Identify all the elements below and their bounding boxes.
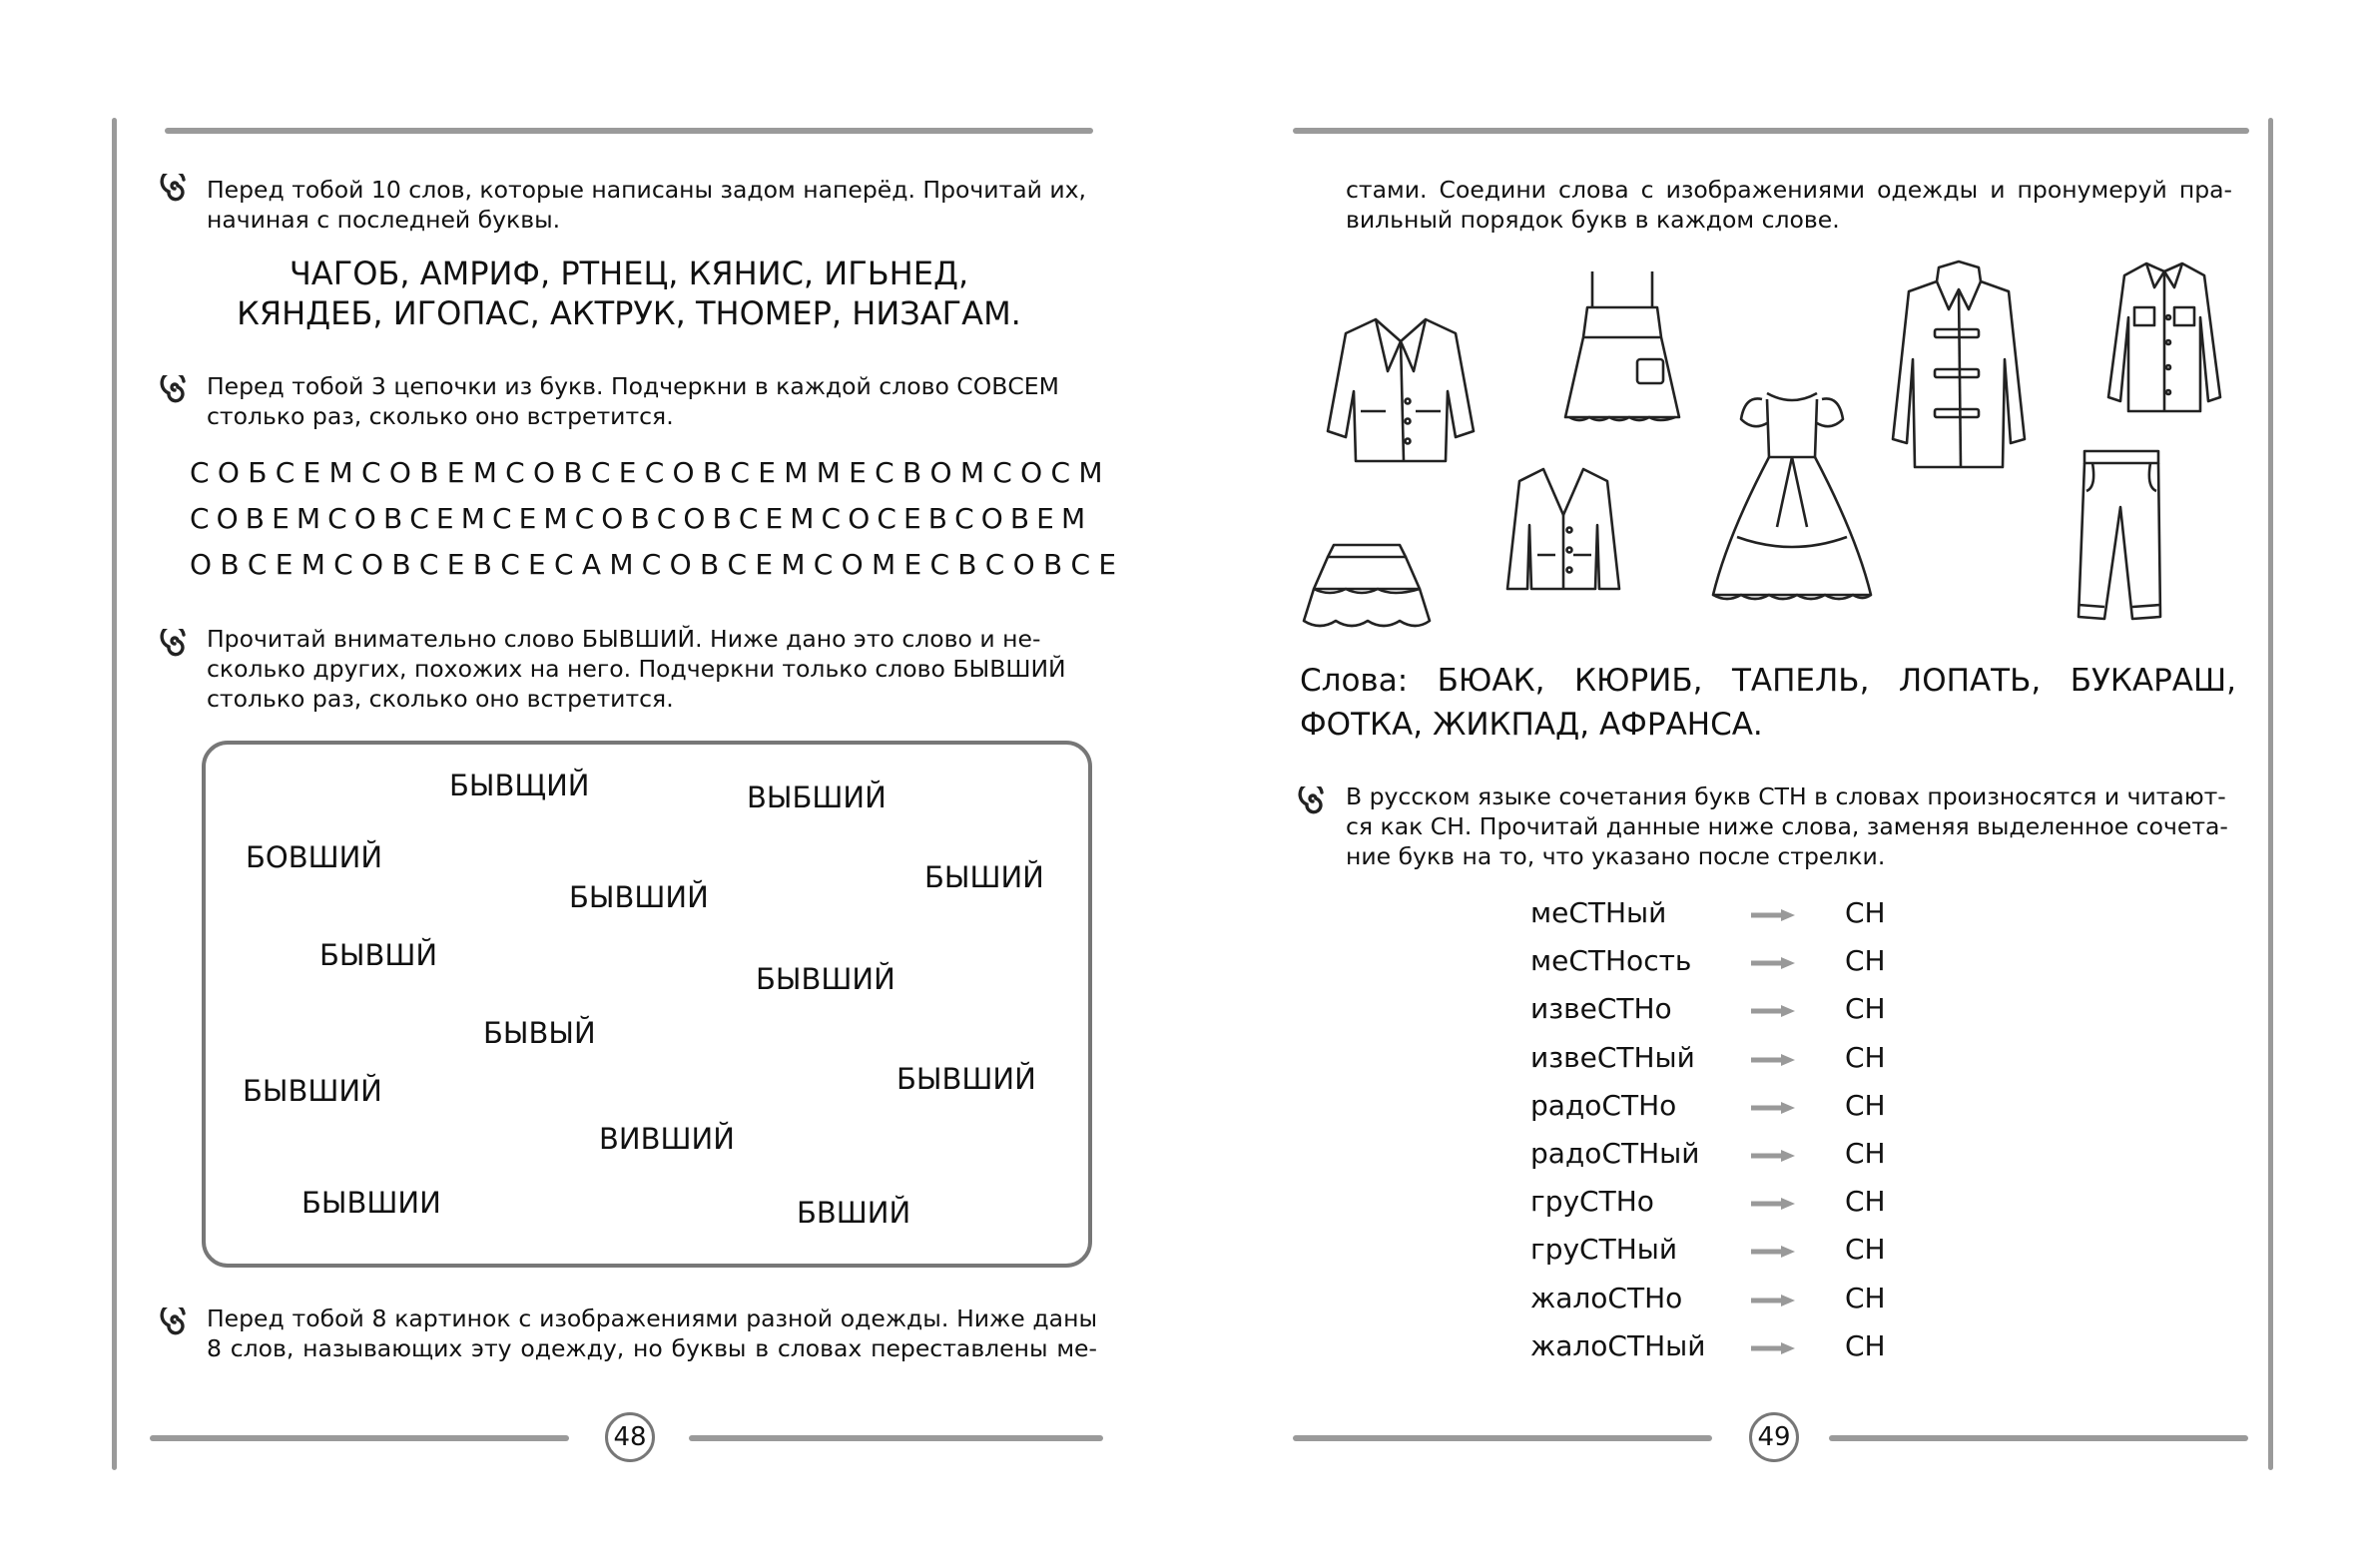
task4-instructions (207, 1303, 1097, 1363)
stn-word: груСТНый (1530, 1233, 1678, 1267)
arrow-right-icon (1749, 1053, 1797, 1067)
task4c-line: вильный порядок букв в каждом слове. (1346, 206, 1840, 234)
task3-line: Прочитай внимательно слово БЫВШИЙ. Ниже дано это слово и не- (207, 625, 1041, 653)
reversed-words-line: ЧАГОБ, АМРИФ, РТНЕЦ, КЯНИС, ИГЬНЕД, (289, 255, 969, 292)
stn-result: СН (1845, 896, 1886, 929)
stn-word: меСТНый (1530, 896, 1667, 929)
task2-line: столько раз, сколько оно встретится. (207, 402, 674, 430)
stn-word: груСТНо (1530, 1185, 1654, 1219)
bottom-rule-right-b (1829, 1435, 2248, 1441)
arrow-right-icon (1749, 1245, 1797, 1259)
stn-word: жалоСТНый (1530, 1328, 1706, 1362)
stn-result: СН (1845, 944, 1886, 978)
arrow-right-icon (1749, 956, 1797, 970)
task1-instructions (207, 175, 1097, 235)
stn-result: СН (1845, 992, 1886, 1026)
task5-line: ние букв на то, что указано после стрелки. (1346, 842, 1886, 870)
task1-line: Перед тобой 10 слов, которые написаны задом наперёд. Прочитай их, (207, 176, 1087, 204)
arrow-right-icon (1749, 1341, 1797, 1355)
swirl-bullet-icon (160, 375, 190, 405)
box-word: БОВШИЙ (246, 840, 383, 874)
stn-result: СН (1845, 1281, 1886, 1314)
top-rule-left (165, 128, 1093, 134)
arrow-right-icon (1749, 1294, 1797, 1307)
arrow-right-icon (1749, 1004, 1797, 1018)
swirl-bullet-icon (160, 174, 190, 204)
task4-continued-instructions (1346, 175, 2232, 235)
letter-chain: ОВСЕМСОВСЕВСЕСАМСОВСЕМСОМЕСВСОВСЕ (190, 548, 1125, 581)
swirl-bullet-icon (1298, 786, 1328, 816)
box-word: ВЫБШИЙ (747, 780, 887, 814)
task3-instructions (207, 624, 1097, 714)
arrow-right-icon (1749, 1149, 1797, 1163)
box-word: ВИВШИЙ (599, 1122, 735, 1156)
shirt-icon (2104, 258, 2224, 417)
task1-line: начиная с последней буквы. (207, 206, 561, 234)
cardigan-icon (1503, 465, 1623, 595)
bottom-rule-left-b (689, 1435, 1103, 1441)
gown-icon (1707, 387, 1877, 607)
coat-icon (1889, 260, 2029, 474)
page-number-left: 48 (605, 1412, 655, 1462)
left-edge-rule (112, 118, 117, 1470)
task3-line: сколько других, похожих на него. Подчеркни только слово БЫВШИЙ (207, 655, 1066, 683)
arrow-right-icon (1749, 1197, 1797, 1211)
stn-result: СН (1845, 1137, 1886, 1170)
stn-word: извеСТНый (1530, 1040, 1695, 1074)
stn-result: СН (1845, 1185, 1886, 1219)
task4-line: 8 слов, называющих эту одежду, но буквы в словах переставлены ме- (207, 1334, 1097, 1362)
top-rule-right (1293, 128, 2249, 134)
scrambled-words-line: ФОТКА, ЖИКПАД, АФРАНСА. (1300, 707, 1763, 743)
bottom-rule-left-a (150, 1435, 569, 1441)
task4c-line: стами. Соедини слова с изображениями одежды и пронумеруй пра- (1346, 176, 2232, 204)
skirt-icon (1300, 539, 1435, 634)
jacket-icon (1316, 311, 1486, 471)
task4-line: Перед тобой 8 картинок с изображениями разной одежды. Ниже даны (207, 1304, 1097, 1332)
letter-chain: СОВЕМСОВСЕМСЕМСОВСОВСЕМСОСЕВСОВЕМ (190, 502, 1093, 535)
swirl-bullet-icon (160, 629, 190, 659)
stn-word: радоСТНо (1530, 1088, 1677, 1122)
box-word: БЫВШЙ (319, 938, 438, 972)
box-word: БЫШИЙ (924, 860, 1044, 894)
box-word: БЫВЩИЙ (449, 769, 590, 802)
scrambled-words (1300, 659, 2236, 747)
task5-instructions (1346, 781, 2234, 871)
box-word: БЫВШИЙ (896, 1062, 1036, 1096)
task2-instructions (207, 371, 1097, 431)
box-word: БЫВШИЙ (756, 962, 895, 996)
pinafore-dress-icon (1557, 267, 1687, 427)
trousers-icon (2075, 447, 2169, 632)
right-edge-rule (2268, 118, 2273, 1470)
task5-line: ся как СН. Прочитай данные ниже слова, заменяя выделенное сочета- (1346, 812, 2228, 840)
stn-result: СН (1845, 1040, 1886, 1074)
stn-result: СН (1845, 1328, 1886, 1362)
stn-word: жалоСТНо (1530, 1281, 1683, 1314)
letter-chain: СОБСЕМСОВЕМСОВСЕСОВСЕММЕСВОМСОСМ (190, 456, 1111, 489)
page-number-right: 49 (1749, 1412, 1799, 1462)
stn-result: СН (1845, 1088, 1886, 1122)
arrow-right-icon (1749, 908, 1797, 922)
bottom-rule-right-a (1293, 1435, 1712, 1441)
arrow-right-icon (1749, 1101, 1797, 1115)
box-word: БЫВЫЙ (483, 1016, 596, 1050)
scrambled-words-line-1 (1300, 659, 2236, 703)
swirl-bullet-icon (160, 1307, 190, 1337)
task5-line: В русском языке сочетания букв СТН в словах произносятся и читают- (1346, 782, 2226, 810)
reversed-words-line: КЯНДЕБ, ИГОПАС, АКТРУК, ТНОМЕР, НИЗАГАМ. (237, 294, 1021, 332)
stn-word: радоСТНый (1530, 1137, 1700, 1170)
stn-word: извеСТНо (1530, 992, 1672, 1026)
task3-line: столько раз, сколько оно встретится. (207, 685, 674, 713)
task1-reversed-words (160, 254, 1098, 333)
words-label: Слова: (1300, 663, 1409, 699)
scrambled-words-line: БЮАК, КЮРИБ, ТАПЕЛЬ, ЛОПАТЬ, БУКАРАШ, (1437, 663, 2237, 699)
task2-line: Перед тобой 3 цепочки из букв. Подчеркни в каждой слово СОВСЕМ (207, 372, 1059, 400)
box-word: БЫВШИЙ (243, 1074, 382, 1108)
box-word: БЫВШИИ (301, 1186, 441, 1220)
stn-word: меСТНость (1530, 944, 1692, 978)
box-word: БВШИЙ (797, 1196, 911, 1230)
stn-result: СН (1845, 1233, 1886, 1267)
box-word: БЫВШИЙ (569, 880, 709, 914)
